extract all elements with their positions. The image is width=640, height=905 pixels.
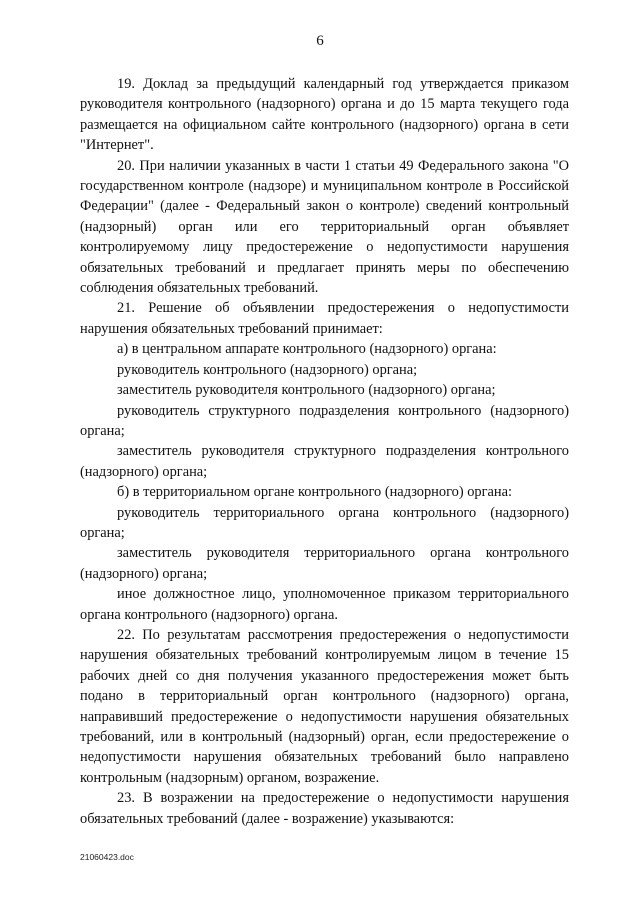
paragraph-21: 21. Решение об объявлении предостережения о недопустимости нарушения обязательных требований принимает: xyxy=(80,300,569,337)
list-item: заместитель руководителя структурного подразделения контрольного (надзорного) органа; xyxy=(80,443,569,480)
list-item: заместитель руководителя контрольного (надзорного) органа; xyxy=(117,382,496,399)
paragraph-21-a: а) в центральном аппарате контрольного (надзорного) органа: xyxy=(117,341,497,358)
paragraph-21-b: б) в территориальном органе контрольного (надзорного) органа: xyxy=(117,484,512,501)
paragraph-20: 20. При наличии указанных в части 1 статьи 49 Федерального закона "О государственном контроле (надзоре) и муниципальном контроле в Российской Федерации" (далее - Федеральный закон о контроле) сведений контрольный (надзорный) орган или его территориальный орган объявляет контролируемому лицу предостережение о недопустимости нарушения обязательных требований и предлагает принять меры по обеспечению соблюдения обязательных требований. xyxy=(80,157,569,297)
document-body xyxy=(80,74,569,829)
list-item: руководитель структурного подразделения контрольного (надзорного) органа; xyxy=(80,402,569,439)
list-item: руководитель территориального органа контрольного (надзорного) органа; xyxy=(80,504,569,541)
paragraph-22: 22. По результатам рассмотрения предостережения о недопустимости нарушения обязательных требований контролируемым лицом в течение 15 рабочих дней со дня получения указанного предостережения может быть подано в территориальный орган контрольного (надзорного) органа, направивший предостережение о недопустимости нарушения обязательных требований, или в контрольный (надзорный) орган, если предостережение о недопустимости нарушения обязательных требований было направлено контрольным (надзорным) органом, возражение. xyxy=(80,626,569,786)
list-item: руководитель контрольного (надзорного) органа; xyxy=(117,361,418,378)
file-name-footer: 21060423.doc xyxy=(80,852,134,862)
list-item: заместитель руководителя территориального органа контрольного (надзорного) органа; xyxy=(80,545,569,582)
page-number: 6 xyxy=(316,33,324,49)
paragraph-23: 23. В возражении на предостережение о недопустимости нарушения обязательных требований (далее - возражение) указываются: xyxy=(80,790,569,827)
list-item: иное должностное лицо, уполномоченное приказом территориального органа контрольного (надзорного) органа. xyxy=(80,586,569,623)
paragraph-19: 19. Доклад за предыдущий календарный год утверждается приказом руководителя контрольного (надзорного) органа и до 15 марта текущего года размещается на официальном сайте контрольного (надзорного) органа в сети "Интернет". xyxy=(80,76,569,154)
